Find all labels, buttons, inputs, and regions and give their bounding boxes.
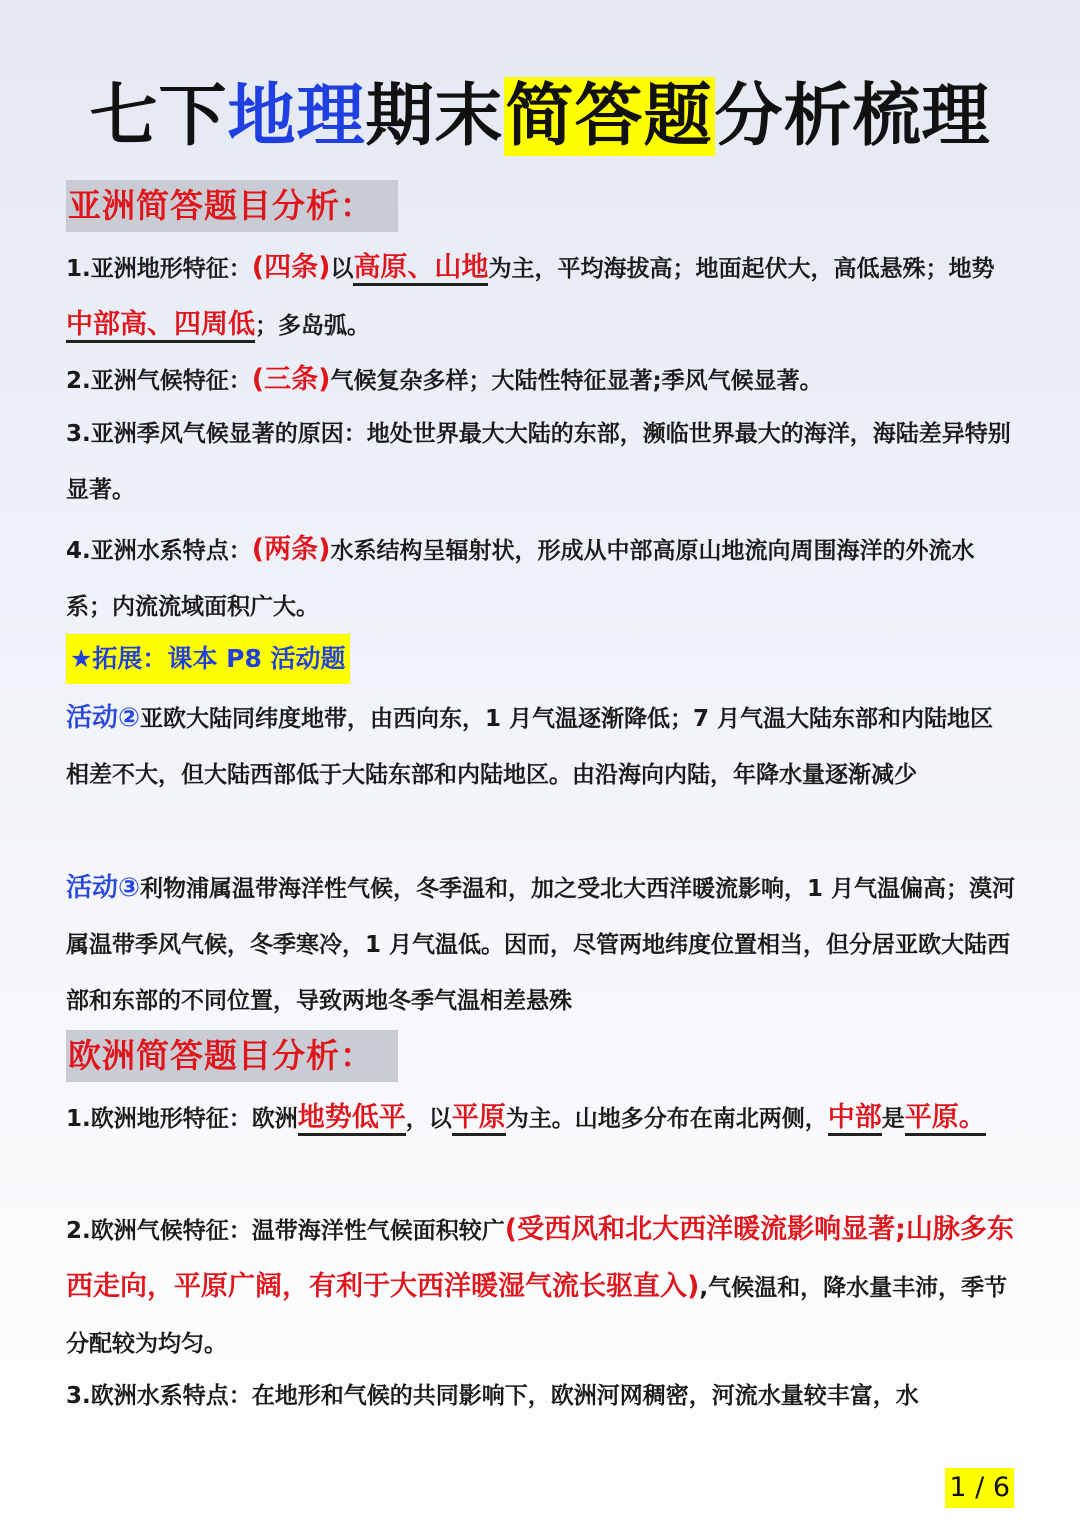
- text: 2.亚洲气候特征：: [66, 368, 252, 394]
- text: ,气候温和，降水量丰沛，季节分配较为均匀。: [66, 1275, 1008, 1357]
- europe-climate-paragraph: [66, 1202, 1016, 1372]
- emphasis-red: (四条): [251, 252, 331, 283]
- text: 4.亚洲水系特点：: [66, 538, 252, 564]
- emphasis-red: (受西风和北大西洋暖流影响显著;山脉多东西走向，平原广阔，有利于大西洋暖湿气流长驱直入): [66, 1214, 1014, 1302]
- emphasis-red-underlined: 地势低平: [298, 1102, 406, 1136]
- text: ，以: [405, 1106, 452, 1132]
- emphasis-red: (两条): [251, 534, 331, 565]
- text: 2.欧洲气候特征：温带海洋性气候面积较广: [66, 1218, 505, 1244]
- emphasis-red-underlined: 高原、山地: [353, 252, 488, 286]
- text: 气候复杂多样；大陆性特征显著;季风气候显著。: [330, 368, 823, 394]
- text: 利物浦属温带海洋性气候，冬季温和，加之受北大西洋暖流影响，1 月气温偏高；漠河属温带季风气候，冬季寒冷，1 月气温低。因而，尽管两地纬度位置相当，但分居亚欧大陆西部和东部的不同位置，导致两地冬季气温相差悬殊: [66, 876, 1016, 1014]
- title-part: 七下: [89, 77, 228, 156]
- emphasis-red-underlined: 平原: [452, 1102, 506, 1136]
- text: 1.欧洲地形特征：欧洲: [66, 1106, 298, 1132]
- emphasis-red-underlined: 中部: [828, 1102, 882, 1136]
- asia-section-header: 亚洲简答题目分析：: [66, 180, 398, 232]
- europe-section-header: 欧洲简答题目分析：: [66, 1030, 398, 1082]
- europe-water-paragraph: 3.欧洲水系特点：在地形和气候的共同影响下，欧洲河网稠密，河流水量较丰富，水: [66, 1383, 919, 1409]
- emphasis-red: (三条): [251, 364, 331, 395]
- text: 是: [881, 1106, 905, 1132]
- text: 为主。山地多分布在南北两侧，: [505, 1106, 828, 1132]
- activity-2-paragraph: [66, 690, 1016, 803]
- title-highlight-blue: 地理: [227, 77, 366, 156]
- asia-water-paragraph: [66, 522, 1016, 635]
- europe-terrain-paragraph: [66, 1090, 1016, 1147]
- text: 以: [330, 256, 354, 282]
- title-highlight-yellow: 简答题: [505, 77, 713, 156]
- activity-label: 活动③: [66, 873, 141, 903]
- title-part: 期末: [365, 77, 504, 156]
- extension-label: ★拓展：课本 P8 活动题: [66, 634, 350, 684]
- asia-climate-paragraph: [66, 352, 1016, 409]
- emphasis-red-underlined: 平原。: [905, 1102, 986, 1136]
- page-title: [0, 62, 1080, 172]
- activity-label: 活动②: [66, 703, 141, 733]
- text: 亚欧大陆同纬度地带，由西向东，1 月气温逐渐降低；7 月气温大陆东部和内陆地区相差不大，但大陆西部低于大陆东部和内陆地区。由沿海向内陆，年降水量逐渐减少: [66, 706, 994, 788]
- asia-monsoon-paragraph: 3.亚洲季风气候显著的原因：地处世界最大大陆的东部，濒临世界最大的海洋，海陆差异特别显著。: [66, 421, 1011, 503]
- text: 水系结构呈辐射状，形成从中部高原山地流向周围海洋的外流水系；内流流域面积广大。: [66, 538, 975, 620]
- text: ；多岛弧。: [255, 313, 370, 339]
- text: 1.亚洲地形特征：: [66, 256, 252, 282]
- activity-3-paragraph: [66, 860, 1016, 1029]
- page-indicator: 1 / 6: [945, 1468, 1014, 1508]
- emphasis-red-underlined: 中部高、四周低: [66, 309, 255, 343]
- text: 为主，平均海拔高；地面起伏大，高低悬殊；地势: [488, 256, 995, 282]
- title-part: 分析梳理: [714, 77, 991, 156]
- asia-terrain-paragraph: [66, 240, 1016, 354]
